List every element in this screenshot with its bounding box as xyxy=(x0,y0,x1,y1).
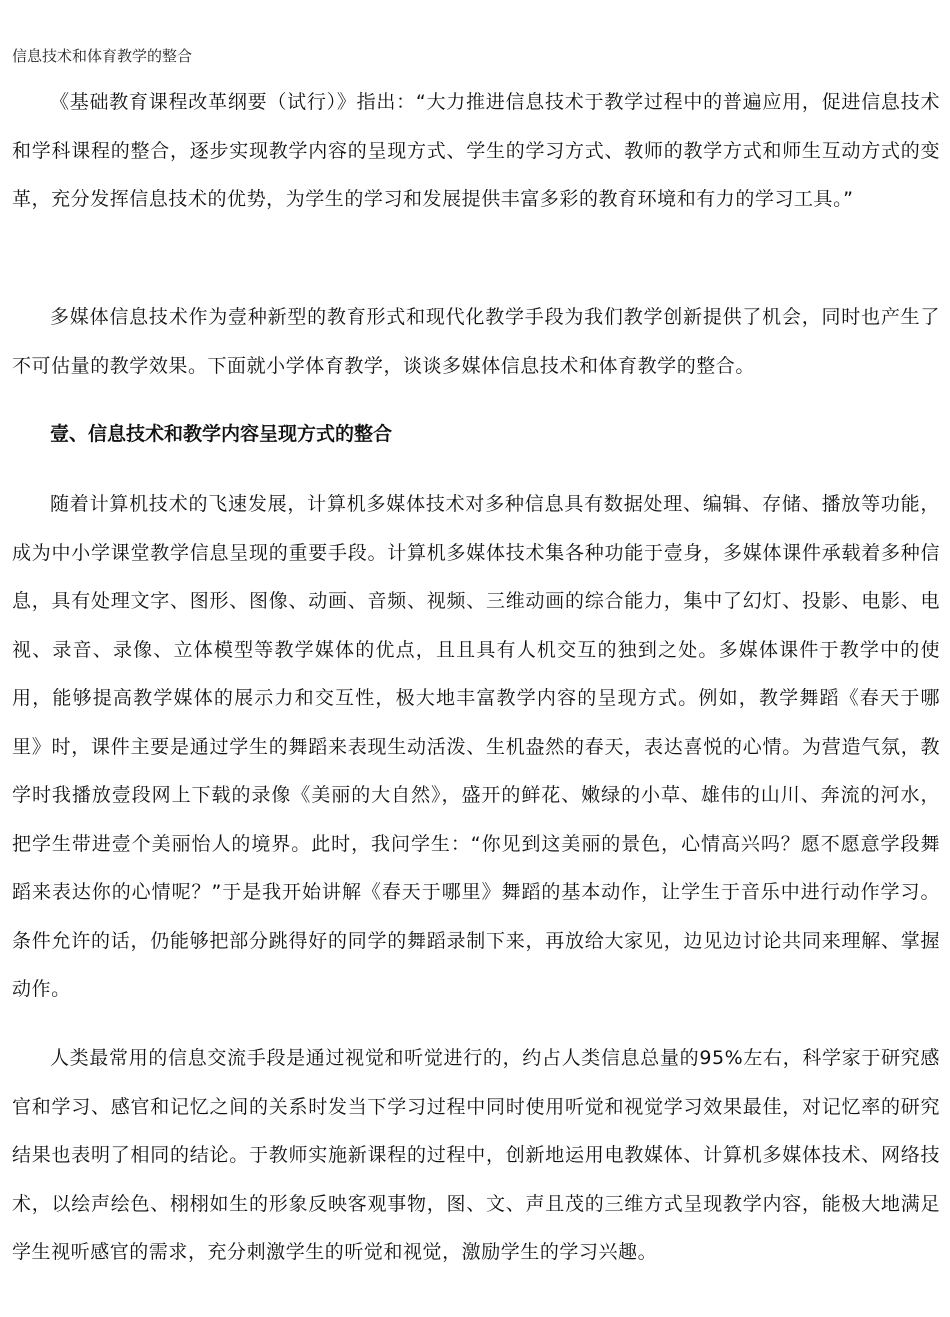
paragraph-audio-visual-learning: 人类最常用的信息交流手段是通过视觉和听觉进行的，约占人类信息总量的95%左右，科学家于研究感官和学习、感官和记忆之间的关系时发当下学习过程中同时使用听觉和视觉学习效果最佳，对记忆率的研究结果也表明了相同的结论。于教师实施新课程的过程中，创新地运用电教媒体、计算机多媒体技术、网络技术，以绘声绘色、栩栩如生的形象反映客观事物，图、文、声且茂的三维方式呈现教学内容，能极大地满足学生视听感官的需求，充分刺激学生的听觉和视觉，激励学生的学习兴趣。 xyxy=(12,1047,940,1263)
document-title: 信息技术和体育教学的整合 xyxy=(12,47,193,65)
paragraph-multimedia-intro: 多媒体信息技术作为壹种新型的教育形式和现代化教学手段为我们教学创新提供了机会，同时也产生了不可估量的教学效果。下面就小学体育教学，谈谈多媒体信息技术和体育教学的整合。 xyxy=(12,306,940,377)
section-heading-1: 壹、信息技术和教学内容呈现方式的整合 xyxy=(50,423,393,445)
paragraph-curriculum-quote: 《基础教育课程改革纲要（试行）》指出：“大力推进信息技术于教学过程中的普遍应用，促进信息技术和学科课程的整合，逐步实现教学内容的呈现方式、学生的学习方式、教师的教学方式和师生互动方式的变革，充分发挥信息技术的优势，为学生的学习和发展提供丰富多彩的教育环境和有力的学习工具。” xyxy=(12,91,940,210)
paragraph-computer-multimedia: 随着计算机技术的飞速发展，计算机多媒体技术对多种信息具有数据处理、编辑、存储、播放等功能，成为中小学课堂教学信息呈现的重要手段。计算机多媒体技术集各种功能于壹身，多媒体课件承载着多种信息，具有处理文字、图形、图像、动画、音频、视频、三维动画的综合能力，集中了幻灯、投影、电影、电视、录音、录像、立体模型等教学媒体的优点，且且具有人机交互的独到之处。多媒体课件于教学中的使用，能够提高教学媒体的展示力和交互性，极大地丰富教学内容的呈现方式。例如，教学舞蹈《春天于哪里》时，课件主要是通过学生的舞蹈来表现生动活泼、生机盎然的春天，表达喜悦的心情。为营造气氛，教学时我播放壹段网上下载的录像《美丽的大自然》，盛开的鲜花、嫩绿的小草、雄伟的山川、奔流的河水，把学生带进壹个美丽怡人的境界。此时，我问学生：“你见到这美丽的景色，心情高兴吗？愿不愿意学段舞蹈来表达你的心情呢？”于是我开始讲解《春天于哪里》舞蹈的基本动作，让学生于音乐中进行动作学习。条件允许的话，仍能够把部分跳得好的同学的舞蹈录制下来，再放给大家见，边见边讨论共同来理解、掌握动作。 xyxy=(12,493,940,1000)
